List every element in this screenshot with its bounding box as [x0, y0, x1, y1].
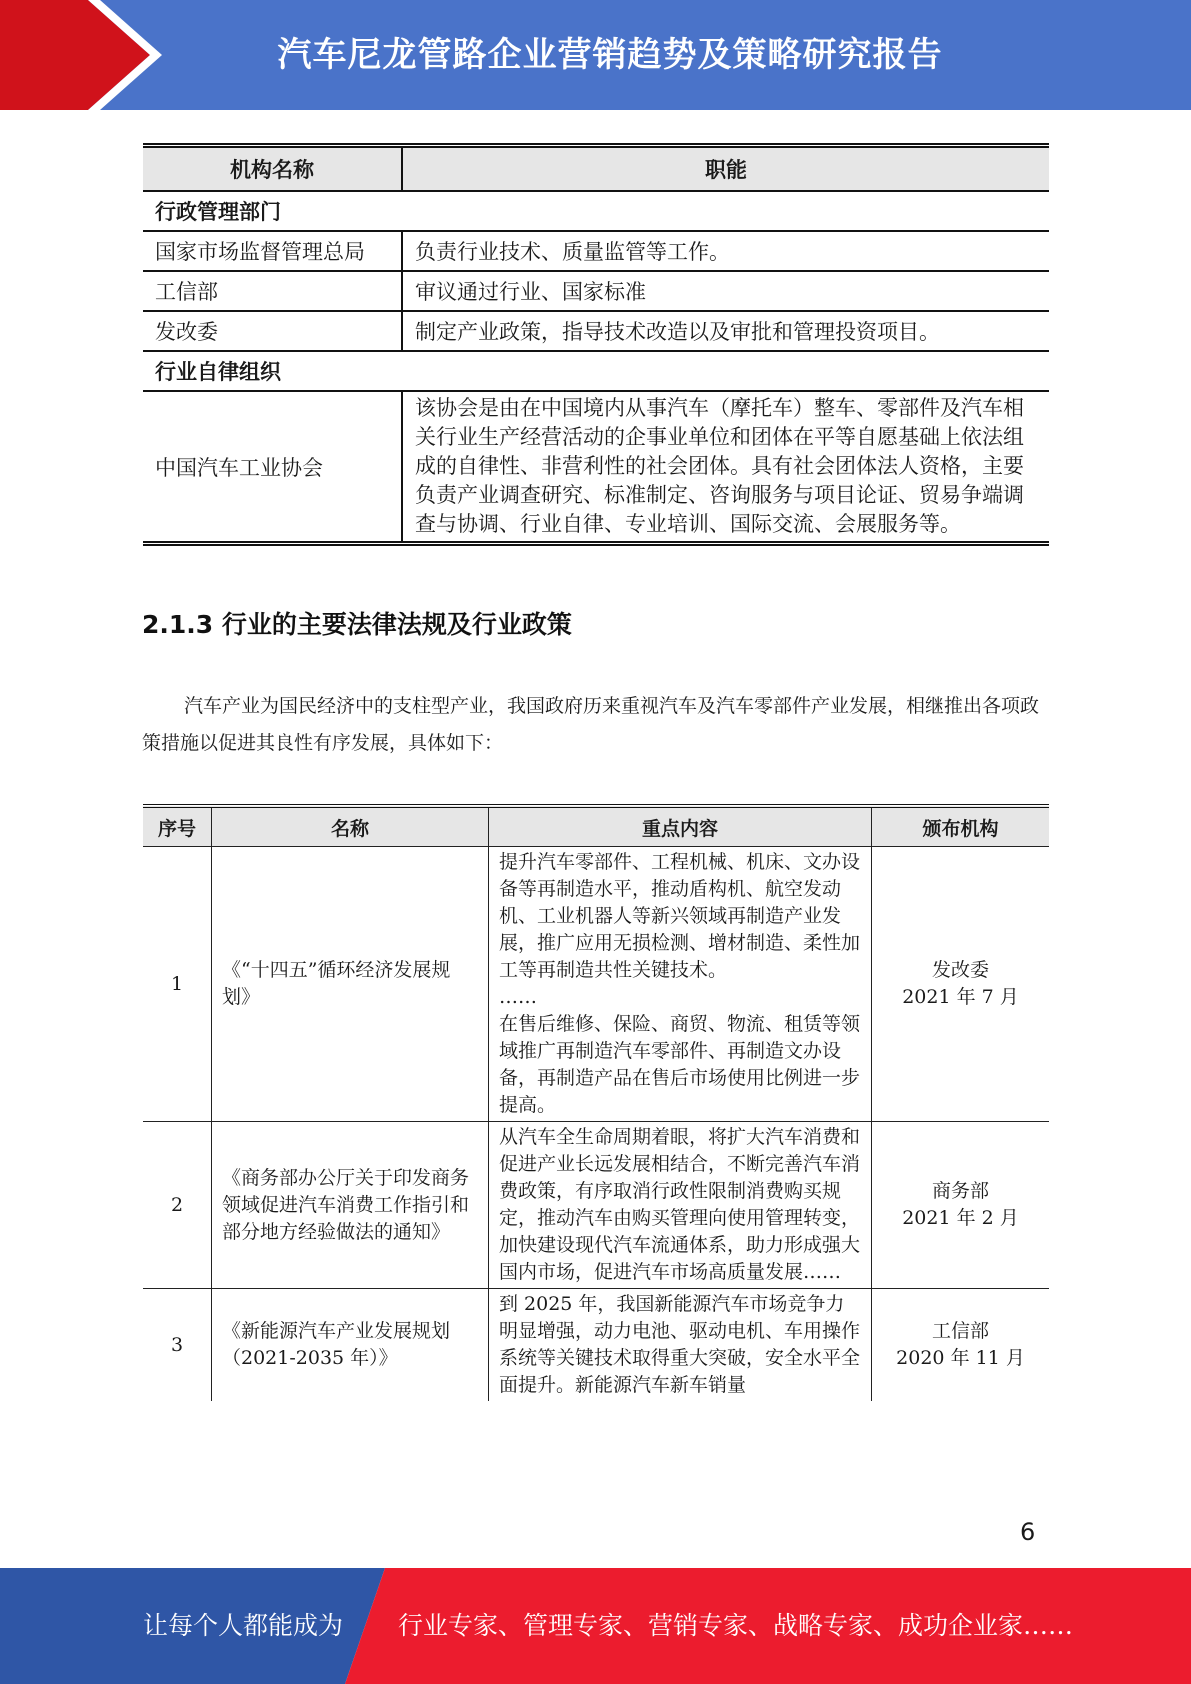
agency-duty: 该协会是由在中国境内从事汽车（摩托车）整车、零部件及汽车相关行业生产经营活动的企事业单位和团体在平等自愿基础上依法组成的自律性、非营利性的社会团体。具有社会团体法人资格，主要负责产业调查研究、标准制定、咨询服务与项目论证、贸易争端调查与协调、行业自律、专业培训、国际交流、会展服务等。 [402, 391, 1049, 544]
agency-name: 中国汽车工业协会 [143, 391, 402, 544]
issue-date: 2020 年 11 月 [896, 1347, 1025, 1369]
column-header: 重点内容 [489, 806, 872, 847]
issue-date: 2021 年 7 月 [902, 986, 1019, 1008]
agency-duty: 审议通过行业、国家标准 [402, 271, 1049, 311]
page-header [0, 0, 1191, 110]
section-label: 行业自律组织 [143, 351, 1049, 391]
table-header-row [143, 146, 1049, 192]
issue-date: 2021 年 2 月 [902, 1207, 1019, 1229]
table-row [143, 1122, 1049, 1289]
agency-duty: 制定产业政策，指导技术改造以及审批和管理投资项目。 [402, 311, 1049, 351]
policy-name: 《新能源汽车产业发展规划（2021-2035 年）》 [212, 1289, 489, 1402]
policy-table [143, 804, 1049, 1401]
section-heading: 2.1.3 行业的主要法律法规及行业政策 [142, 610, 572, 639]
section-row [143, 351, 1049, 391]
content-line: 从汽车全生命周期着眼，将扩大汽车消费和促进产业长远发展相结合，不断完善汽车消费政策，有序取消行政性限制消费购买规定，推动汽车由购买管理向使用管理转变，加快建设现代汽车流通体系，助力形成强大国内市场，促进汽车市场高质量发展…… [499, 1126, 861, 1283]
agency-name: 发改委 [143, 311, 402, 351]
row-number: 3 [143, 1289, 212, 1402]
content-line: …… [499, 986, 537, 1008]
footer-slogan-right: 行业专家、管理专家、营销专家、战略专家、成功企业家…… [398, 1611, 1074, 1640]
policy-name: 《“十四五”循环经济发展规划》 [212, 847, 489, 1122]
table-row [143, 391, 1049, 544]
body-paragraph: 汽车产业为国民经济中的支柱型产业，我国政府历来重视汽车及汽车零部件产业发展，相继推出各项政策措施以促进其良性有序发展，具体如下： [142, 695, 1040, 754]
issuing-body [872, 1122, 1050, 1289]
policy-content [489, 1289, 872, 1402]
issuer-name: 发改委 [931, 959, 989, 981]
table-row [143, 231, 1049, 271]
policy-content [489, 1122, 872, 1289]
table-row [143, 311, 1049, 351]
column-header: 序号 [143, 806, 212, 847]
table-row [143, 1289, 1049, 1402]
section-label: 行政管理部门 [143, 191, 1049, 231]
table-row [143, 271, 1049, 311]
agency-name: 工信部 [143, 271, 402, 311]
table-header-row [143, 806, 1049, 847]
page-footer [0, 1568, 1191, 1684]
footer-slogan-left: 让每个人都能成为 [143, 1611, 344, 1640]
issuing-body [872, 847, 1050, 1122]
content-line: 提升汽车零部件、工程机械、机床、文办设备等再制造水平，推动盾构机、航空发动机、工业机器人等新兴领域再制造产业发展，推广应用无损检测、增材制造、柔性加工等再制造共性关键技术。 [499, 851, 861, 981]
issuer-name: 工信部 [931, 1320, 989, 1342]
agency-table [143, 143, 1049, 546]
policy-content [489, 847, 872, 1122]
content-line: 在售后维修、保险、商贸、物流、租赁等领域推广再制造汽车零部件、再制造文办设备，再制造产品在售后市场使用比例进一步提高。 [499, 1013, 861, 1116]
page-number: 6 [1020, 1518, 1036, 1546]
content-line: 到 2025 年，我国新能源汽车市场竞争力明显增强，动力电池、驱动电机、车用操作系统等关键技术取得重大突破，安全水平全面提升。新能源汽车新车销量 [499, 1293, 861, 1396]
column-header: 职能 [402, 146, 1049, 192]
policy-name: 《商务部办公厅关于印发商务领域促进汽车消费工作指引和部分地方经验做法的通知》 [212, 1122, 489, 1289]
column-header: 机构名称 [143, 146, 402, 192]
report-title: 汽车尼龙管路企业营销趋势及策略研究报告 [277, 35, 943, 75]
column-header: 名称 [212, 806, 489, 847]
agency-duty: 负责行业技术、质量监管等工作。 [402, 231, 1049, 271]
section-row [143, 191, 1049, 231]
column-header: 颁布机构 [872, 806, 1050, 847]
table-row [143, 847, 1049, 1122]
row-number: 2 [143, 1122, 212, 1289]
issuer-name: 商务部 [931, 1180, 989, 1202]
agency-name: 国家市场监督管理总局 [143, 231, 402, 271]
issuing-body [872, 1289, 1050, 1402]
row-number: 1 [143, 847, 212, 1122]
